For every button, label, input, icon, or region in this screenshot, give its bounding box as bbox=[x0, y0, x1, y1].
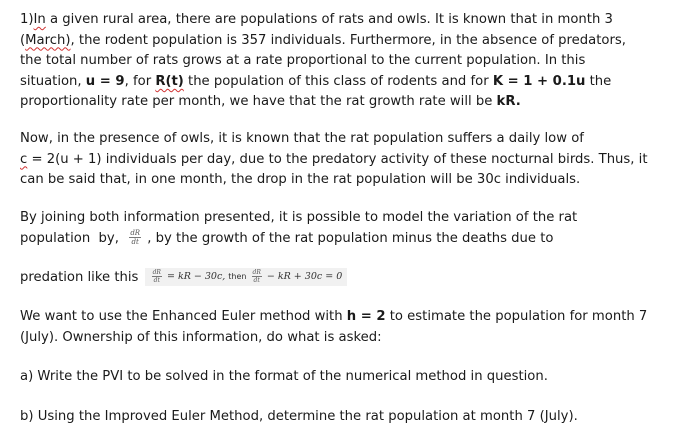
bold-text: u = 9 bbox=[85, 73, 125, 89]
text: , by the growth of the rat population minus the deaths due to bbox=[143, 230, 554, 246]
numerator: dR bbox=[152, 269, 161, 276]
bold-text: kR. bbox=[496, 94, 521, 110]
line: By joining both information presented, it is possible to model the variation of the rat bbox=[20, 210, 578, 225]
equation-connector: then bbox=[228, 272, 247, 281]
numerator: dR bbox=[130, 229, 141, 238]
spellcheck-word: March) bbox=[25, 32, 71, 48]
denominator: dt bbox=[131, 238, 139, 247]
numerator: dR bbox=[252, 269, 261, 276]
line bbox=[20, 72, 660, 93]
denominator: dt bbox=[153, 277, 160, 284]
spellcheck-word: c bbox=[20, 151, 28, 167]
text: ( bbox=[20, 32, 26, 48]
line bbox=[20, 92, 660, 113]
text: = 2(u + 1) individuals per day, due to the predatory activity of these nocturnal birds. Thus, it bbox=[27, 151, 648, 167]
fraction-dr-dt bbox=[129, 229, 141, 246]
line: Now, in the presence of owls, it is known that the rat population suffers a daily low of bbox=[20, 131, 584, 146]
text: We want to use the Enhanced Euler method with bbox=[20, 309, 347, 324]
line: can be said that, in one month, the drop in the rat population will be 30c individuals. bbox=[20, 172, 581, 188]
line bbox=[20, 150, 660, 171]
bold-text: K = 1 + 0.1u bbox=[492, 73, 586, 89]
line: (July). Ownership of this information, do what is asked: bbox=[20, 329, 382, 345]
line: b) Using the Improved Euler Method, determine the rat population at month 7 (July). bbox=[20, 409, 578, 424]
paragraph-problem-intro bbox=[20, 10, 660, 113]
line bbox=[20, 268, 660, 289]
paragraph-owls bbox=[20, 129, 660, 191]
text: the population of this class of rodents and for bbox=[183, 73, 493, 89]
line bbox=[20, 10, 660, 31]
line bbox=[20, 31, 660, 52]
bold-text: h = 2 bbox=[346, 309, 386, 324]
spellcheck-word: In bbox=[33, 12, 46, 27]
text: population by, bbox=[20, 230, 128, 246]
text: 1) bbox=[20, 12, 34, 27]
equation-rhs: − kR + 30c = 0 bbox=[266, 271, 343, 282]
question-a bbox=[20, 367, 660, 388]
text: , the rodent population is 357 individuals. Furthermore, in the absence of predators, bbox=[70, 32, 626, 48]
line bbox=[20, 307, 660, 328]
line bbox=[20, 229, 660, 250]
line: a) Write the PVI to be solved in the format of the numerical method in question. bbox=[20, 369, 548, 384]
paragraph-method bbox=[20, 307, 660, 348]
paragraph-equation bbox=[20, 268, 660, 289]
bold-text: R(t) bbox=[155, 73, 184, 89]
text: predation like this bbox=[20, 270, 143, 285]
fraction-dr-dt bbox=[152, 269, 162, 284]
fraction-dr-dt bbox=[252, 269, 262, 284]
denominator: dt bbox=[253, 277, 260, 284]
question-b bbox=[20, 407, 660, 428]
text: the bbox=[585, 73, 612, 89]
equation-rhs: = kR − 30c, bbox=[166, 271, 226, 282]
line: the total number of rats grows at a rate proportional to the current population. In this bbox=[20, 53, 586, 69]
equation-image bbox=[145, 268, 348, 286]
text: situation, bbox=[20, 73, 86, 89]
text: proportionality rate per month, we have that the rat growth rate will be bbox=[20, 94, 497, 110]
text: a given rural area, there are populations of rats and owls. It is known that in month 3 bbox=[45, 12, 613, 27]
paragraph-model bbox=[20, 208, 660, 249]
text: , for bbox=[124, 73, 156, 89]
text: to estimate the population for month 7 bbox=[385, 309, 648, 324]
